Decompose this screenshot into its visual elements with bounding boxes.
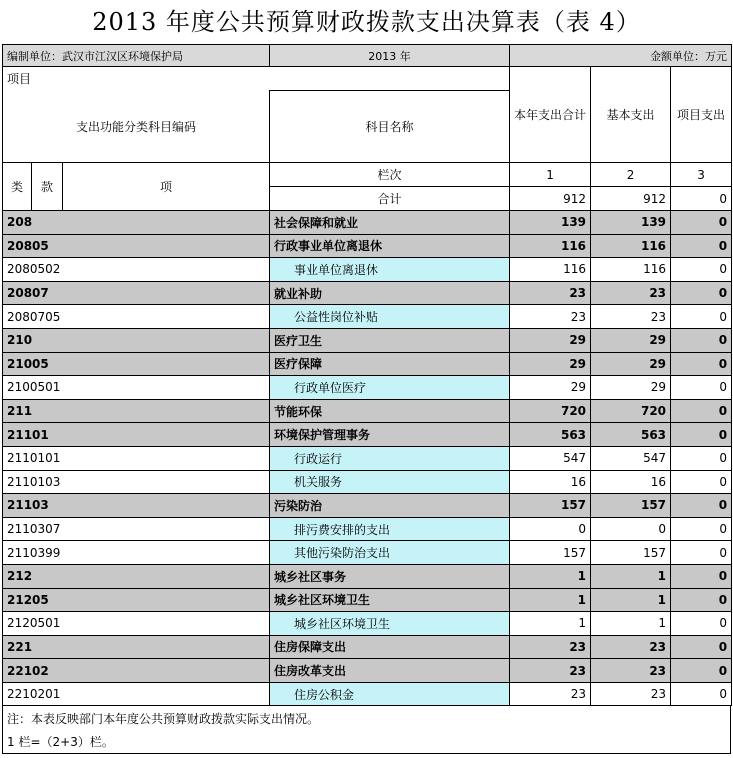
row-basic: 0 — [591, 517, 671, 541]
row-total: 157 — [510, 541, 591, 565]
row-name: 行政单位医疗 — [270, 376, 510, 400]
row-total: 29 — [510, 376, 591, 400]
row-basic: 139 — [591, 211, 671, 235]
table-row — [3, 258, 732, 282]
compiler-unit: 编制单位：武汉市江汉区环境保护局 — [3, 45, 270, 67]
row-total: 23 — [510, 635, 591, 659]
amount-unit: 金额单位：万元 — [510, 45, 732, 67]
row-name: 医疗卫生 — [270, 328, 510, 352]
table-row — [3, 399, 732, 423]
row-code: 20805 — [3, 234, 270, 258]
row-name: 污染防治 — [270, 494, 510, 518]
row-project: 0 — [671, 234, 732, 258]
table-row — [3, 423, 732, 447]
table-row — [3, 564, 732, 588]
header-code-title: 支出功能分类科目编码 — [3, 91, 270, 163]
budget-table — [2, 44, 732, 706]
row-total: 1 — [510, 612, 591, 636]
row-code: 20807 — [3, 281, 270, 305]
table-row — [3, 588, 732, 612]
col-no-3: 3 — [671, 163, 732, 187]
header-lanci: 栏次 — [270, 163, 510, 187]
row-project: 0 — [671, 258, 732, 282]
row-project: 0 — [671, 211, 732, 235]
table-row — [3, 328, 732, 352]
row-name: 事业单位离退休 — [270, 258, 510, 282]
row-project: 0 — [671, 635, 732, 659]
row-project: 0 — [671, 517, 732, 541]
row-code: 211 — [3, 399, 270, 423]
row-name: 社会保障和就业 — [270, 211, 510, 235]
row-code: 2110101 — [3, 446, 270, 470]
row-code: 21205 — [3, 588, 270, 612]
header-kuan: 款 — [32, 163, 63, 211]
table-row — [3, 635, 732, 659]
total-value-1: 912 — [510, 187, 591, 211]
row-code: 2110399 — [3, 541, 270, 565]
row-total: 23 — [510, 305, 591, 329]
row-name: 住房改革支出 — [270, 659, 510, 683]
row-project: 0 — [671, 588, 732, 612]
row-total: 29 — [510, 328, 591, 352]
row-name: 城乡社区事务 — [270, 564, 510, 588]
row-project: 0 — [671, 352, 732, 376]
row-project: 0 — [671, 541, 732, 565]
total-value-3: 0 — [671, 187, 732, 211]
row-project: 0 — [671, 659, 732, 683]
table-row — [3, 376, 732, 400]
row-project: 0 — [671, 682, 732, 706]
row-project: 0 — [671, 328, 732, 352]
row-total: 139 — [510, 211, 591, 235]
row-code: 208 — [3, 211, 270, 235]
row-name: 环境保护管理事务 — [270, 423, 510, 447]
row-total: 563 — [510, 423, 591, 447]
row-total: 1 — [510, 588, 591, 612]
row-basic: 23 — [591, 635, 671, 659]
table-row — [3, 211, 732, 235]
row-project: 0 — [671, 376, 732, 400]
row-total: 1 — [510, 564, 591, 588]
row-name: 其他污染防治支出 — [270, 541, 510, 565]
row-project: 0 — [671, 446, 732, 470]
row-project: 0 — [671, 399, 732, 423]
row-name: 住房保障支出 — [270, 635, 510, 659]
row-basic: 157 — [591, 494, 671, 518]
note-line-1: 注：本表反映部门本年度公共预算财政拨款实际支出情况。 — [3, 706, 731, 730]
table-row — [3, 234, 732, 258]
table-row — [3, 612, 732, 636]
table-row — [3, 281, 732, 305]
row-name: 医疗保障 — [270, 352, 510, 376]
total-value-2: 912 — [591, 187, 671, 211]
report-year: 2013 年 — [270, 45, 510, 67]
header-lei: 类 — [3, 163, 32, 211]
row-basic: 1 — [591, 564, 671, 588]
table-row — [3, 659, 732, 683]
row-code: 2110103 — [3, 470, 270, 494]
row-total: 0 — [510, 517, 591, 541]
row-basic: 1 — [591, 612, 671, 636]
row-name: 公益性岗位补贴 — [270, 305, 510, 329]
row-code: 2080705 — [3, 305, 270, 329]
total-label: 合计 — [270, 187, 510, 211]
row-total: 23 — [510, 682, 591, 706]
row-code: 21101 — [3, 423, 270, 447]
header-item: 项目 — [3, 67, 510, 91]
table-row — [3, 494, 732, 518]
row-total: 29 — [510, 352, 591, 376]
row-basic: 23 — [591, 305, 671, 329]
table-row — [3, 305, 732, 329]
row-basic: 23 — [591, 659, 671, 683]
table-row — [3, 470, 732, 494]
header-col-total: 本年支出合计 — [510, 67, 591, 163]
header-col-project: 项目支出 — [671, 67, 732, 163]
row-code: 212 — [3, 564, 270, 588]
row-project: 0 — [671, 281, 732, 305]
meta-row — [3, 45, 732, 67]
row-basic: 29 — [591, 328, 671, 352]
row-project: 0 — [671, 612, 732, 636]
col-no-2: 2 — [591, 163, 671, 187]
row-name: 住房公积金 — [270, 682, 510, 706]
row-total: 23 — [510, 659, 591, 683]
row-code: 21005 — [3, 352, 270, 376]
row-code: 210 — [3, 328, 270, 352]
row-code: 2080502 — [3, 258, 270, 282]
table-row — [3, 682, 732, 706]
row-basic: 157 — [591, 541, 671, 565]
row-basic: 29 — [591, 376, 671, 400]
table-row — [3, 352, 732, 376]
col-no-1: 1 — [510, 163, 591, 187]
notes-table — [2, 705, 731, 754]
page-title: 2013 年度公共预算财政拨款支出决算表（表 4） — [92, 8, 641, 36]
header-name-title: 科目名称 — [270, 91, 510, 163]
row-basic: 116 — [591, 258, 671, 282]
table-row — [3, 541, 732, 565]
row-code: 221 — [3, 635, 270, 659]
row-total: 116 — [510, 234, 591, 258]
row-name: 城乡社区环境卫生 — [270, 612, 510, 636]
row-project: 0 — [671, 564, 732, 588]
row-basic: 547 — [591, 446, 671, 470]
row-code: 22102 — [3, 659, 270, 683]
row-code: 2100501 — [3, 376, 270, 400]
row-name: 排污费安排的支出 — [270, 517, 510, 541]
row-code: 2210201 — [3, 682, 270, 706]
row-total: 116 — [510, 258, 591, 282]
row-basic: 563 — [591, 423, 671, 447]
row-basic: 16 — [591, 470, 671, 494]
row-total: 16 — [510, 470, 591, 494]
row-project: 0 — [671, 423, 732, 447]
row-name: 节能环保 — [270, 399, 510, 423]
row-name: 行政运行 — [270, 446, 510, 470]
row-basic: 116 — [591, 234, 671, 258]
row-total: 23 — [510, 281, 591, 305]
row-basic: 1 — [591, 588, 671, 612]
row-total: 547 — [510, 446, 591, 470]
row-total: 157 — [510, 494, 591, 518]
header-xiang: 项 — [63, 163, 270, 211]
table-row — [3, 446, 732, 470]
row-project: 0 — [671, 494, 732, 518]
row-name: 机关服务 — [270, 470, 510, 494]
row-name: 行政事业单位离退休 — [270, 234, 510, 258]
row-code: 2110307 — [3, 517, 270, 541]
row-name: 城乡社区环境卫生 — [270, 588, 510, 612]
row-basic: 29 — [591, 352, 671, 376]
table-row — [3, 517, 732, 541]
row-project: 0 — [671, 470, 732, 494]
row-total: 720 — [510, 399, 591, 423]
row-project: 0 — [671, 305, 732, 329]
row-code: 21103 — [3, 494, 270, 518]
row-code: 2120501 — [3, 612, 270, 636]
row-name: 就业补助 — [270, 281, 510, 305]
note-line-2: 1 栏=（2+3）栏。 — [3, 730, 731, 754]
row-basic: 720 — [591, 399, 671, 423]
row-basic: 23 — [591, 281, 671, 305]
header-col-basic: 基本支出 — [591, 67, 671, 163]
row-basic: 23 — [591, 682, 671, 706]
